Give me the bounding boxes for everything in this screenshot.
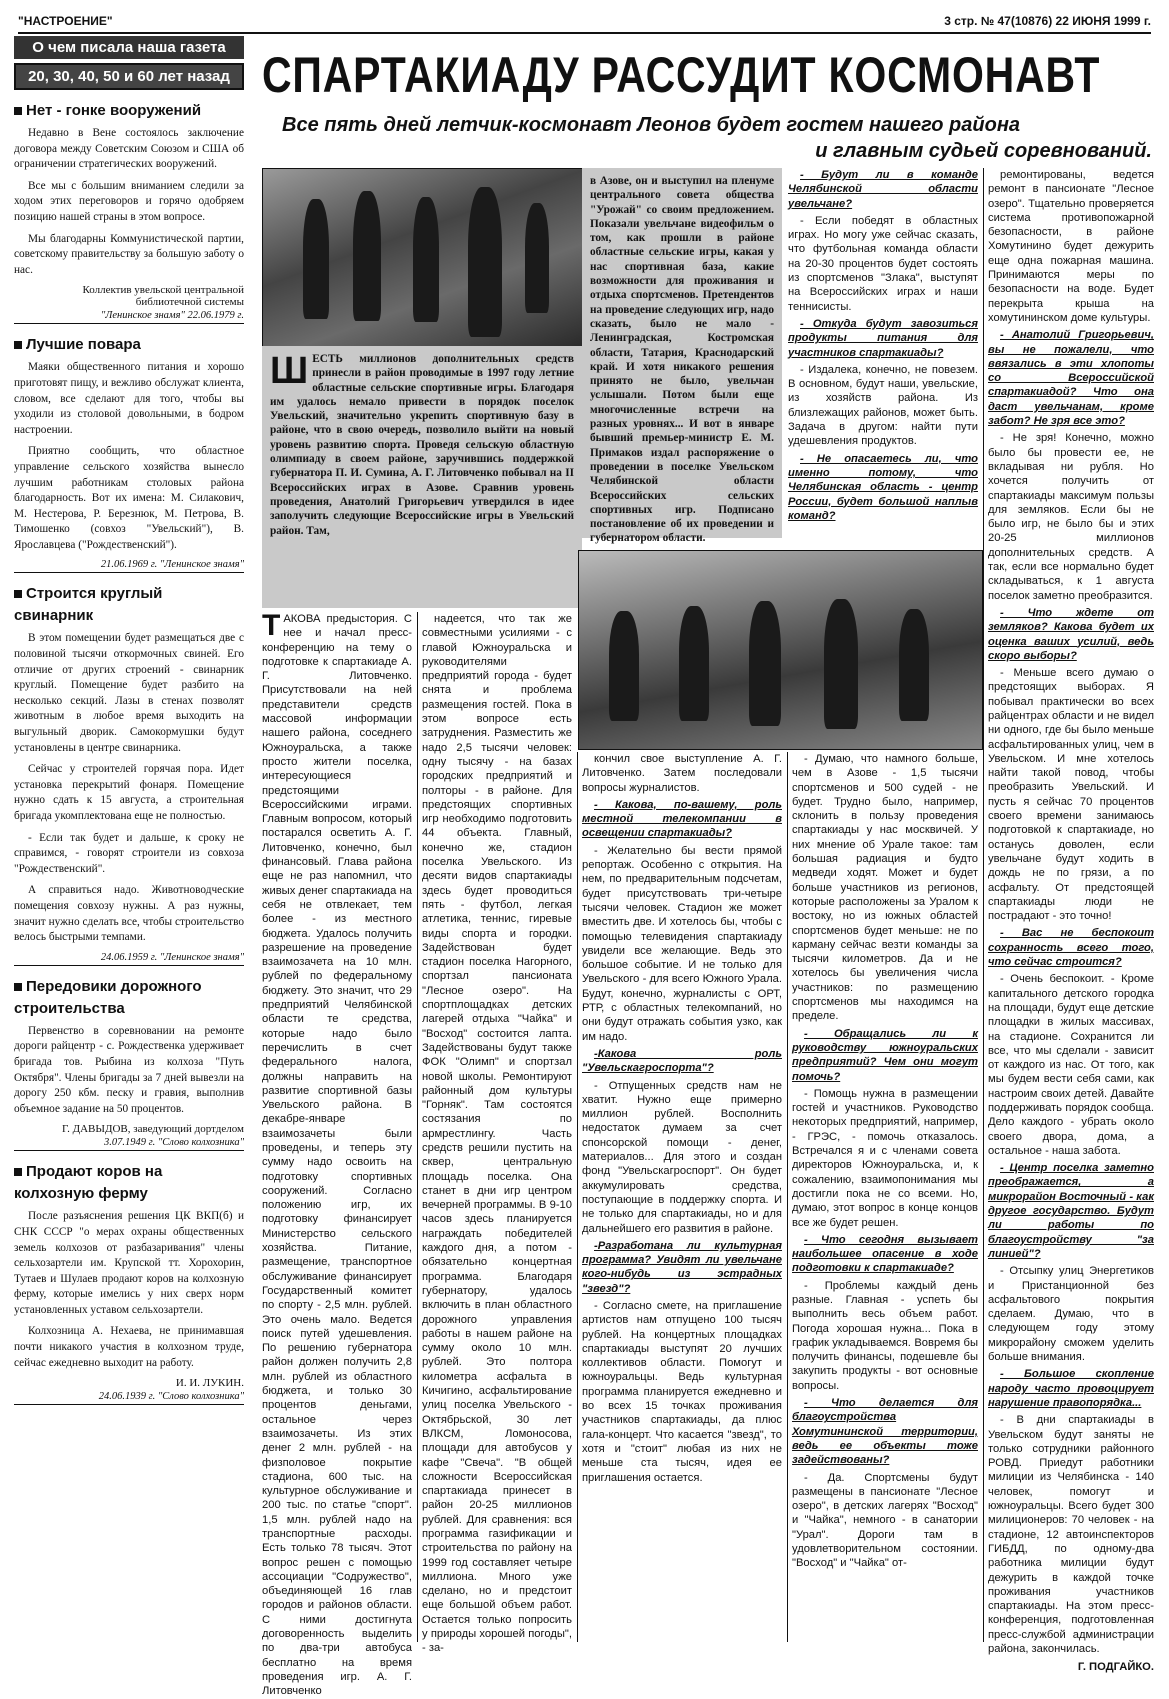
interview-question: - Что ждете от земляков? Какова будет их оценка ваших усилий, ведь скоро выборы? (988, 606, 1154, 662)
square-bullet-icon (14, 107, 22, 115)
article-column-1 (262, 609, 412, 1698)
interview-answer: - Да. Спортсмены будут размещены в пансионате "Лесное озеро", в детских лагерях "Восход" и "Чайка", немного - в санатории "Урал". Дороги там в удовлетворительном состоянии. "Восход" и "Чайка" от- (792, 1471, 978, 1570)
sidebar-item-source: 24.06.1959 г. "Ленинское знамя" (14, 952, 244, 966)
sidebar-item-heading (14, 583, 244, 627)
interview-answer: - Если победят в областных играх. Но могу уже сейчас сказать, что футбольная команда области на 20-30 процентов будет состоять из спортсменов "Злака", выступят на Всероссийских играх и наши теннисисты. (788, 214, 978, 313)
col3-text: кончил свое выступление А. Г. Литовченко. Затем последовали вопросы журналистов. (582, 753, 782, 794)
col4-text: - Думаю, что намного больше, чем в Азове - 1,5 тысячи спортсменов и 500 судей - не будет. Трудно было, например, склонить в пользу проведения спартакиады у нас москвичей. У них мнение об Урале такое: там большая радиация и будто медведи ходят. Может и будет больше участников из регионов, которые расположены за Уралом к востоку, но из южных областей спортсменов будет меньше: не по карману сейчас везти команды за тысячи километров. Да и не хотелось бы увеличения числа участников: по размещению спортсменов мы находимся на пределе. (792, 753, 978, 1023)
interview-question: - Анатолий Григорьевич, вы не пожалели, что ввязались в эти хлопоты со Всероссийской спартакиадой? Что она даст увельчанам, кроме забот? Не зря все это? (988, 329, 1154, 428)
col4-qa-list (792, 1027, 978, 1571)
intro-dropcap: Ш (270, 350, 309, 392)
col2-text: надеется, что так же совместными усилиями - с главой Южноуральска и руководителями предприятий города - будет снята и проблема размещения гостей. Пока в этом вопросе есть затруднения. Разместить же надо 2,5 тысячи человек: одну тысячу - на базах городских предприятий и полторы - в районе. Для предстоящих спортивных игр необходимо подготовить 44 объекта. Главный, конечно же, стадион поселка Увельского. Из десяти видов спартакиады здесь будет проводиться пять - футбол, легкая атлетика, теннис, гиревые виды спорта и городки. Задействован будет стадион поселка Нагорного, спортзал пансионата "Лесное озеро". На спортплощадках детских лагерей отдыха "Чайка" и "Восход" состоится лапта. Задействованы будут также ФОК "Олимп" и спортзал новой школы. Ремонтируют районный дом культуры "Горняк". Там состоятся состязания по армрестлингу. Часть средств решили пустить на сквер, центральную площадь поселка. Она станет в дни игр центром вечерней программы. В 9-10 часов здесь планируется награждать победителей каждого дня, а потом - обязательно концертная программа. Благодаря губернатору, удалось включить в план областного дорожного управления работы в нашем районе на сумму около 10 млн. рублей. Это полтора километра асфальта в Кичигино, асфальтирование улиц поселка Увельского - Октябрьской, 30 лет ВЛКСМ, Ломоносова, площади для автобусов у кафе "Свеча". "В общей сложности Всероссийская спартакиада принесет в район 20-25 миллионов рублей. Для сравнения: вся программа газификации и строительства по району на 1999 год составляет четыре миллиона. Много уже сделано, но и предстоит еще большой объем работ. Остается только попросить у природы хорошей погоды", - за- (422, 613, 572, 1655)
square-bullet-icon (14, 341, 22, 349)
intro-paragraph: ШЕСТЬ миллионов дополнительных средств принесли в район проводимые в 1997 году летние областные сельские спортивные игры. Благодаря им удалось немало привести в порядок поселок Увельский, значительно укрепить спортивную базу в районе, что в свою очередь, позволило выйти на новый уровень развитию спорта. Проведя сельскую областную олимпиаду в своем районе, заручившись поддержкой губернатора П. И. Сумина, А. Г. Литовченко побывал на II Всероссийских играх в Азове. Сравнив уровень проведения, Анатолий Григорьевич утвердился в идее заполучить следующие Всероссийские игры в Увельский район. Там, (270, 350, 574, 537)
sidebar-item-signature: Коллектив увельской центральной библиотечной системы (82, 284, 244, 309)
newspaper-name: "НАСТРОЕНИЕ" (18, 14, 113, 28)
sidebar-band-years: 20, 30, 40, 50 и 60 лет назад (14, 63, 244, 90)
col6-text: ремонтированы, ведется ремонт в пансионате "Лесное озеро". Тщательно проверяется система противопожарной безопасности, в районе Хомутинино будет дежурить еще одна пожарная машина. Принимаются меры по безопасности на воде. Будет перекрыта крыша на хомутининском доме культуры. (988, 169, 1154, 324)
interview-answer: - Проблемы каждый день разные. Главная - успеть бы выполнить весь объем работ. Погода хорошая нужна... Пока в график укладываемся. Вовремя бы получить финансы, подешевле бы закупить продукты - вот основные вопросы. (792, 1279, 978, 1392)
article-column-3 (582, 752, 782, 1642)
sidebar-item-title: Продают коров на колхозную ферму (14, 1163, 163, 1203)
sidebar-item-paragraph: Сейчас у строителей горячая пора. Идет установка перекрытий фонаря. Помещение нужно сдать к 15 августа, а строительная бригада укомплектована еще не полностью. (14, 763, 244, 822)
sidebar-item-paragraph: Мы благодарны Коммунистической партии, советскому правительству за большую заботу о нас. (14, 232, 244, 276)
interview-answer: - Отсыпку улиц Энергетиков и Пристанционной без асфальтового покрытия сделаем. Думаю, что в следующем году этому микрорайону сможем уделить больше внимания. (988, 1265, 1154, 1364)
article-subtitle (262, 112, 1152, 164)
interview-question: - Не опасаетесь ли, что именно потому, что Челябинская область - центр России, будет большой наплыв команд? (788, 452, 978, 522)
interview-answer: - Очень беспокоит. - Кроме капитального детского городка на площади, будут еще детские площадки в жилых массивах, на стадионе. Сохранится ли все, что мы сделали - зависит от каждого из нас. От того, как мы будем вести себя сами, как настроим своих детей. Давайте поддерживать порядок сообща. Дело каждого - убрать около своего двора, дома, а остальное - наша забота. (988, 973, 1154, 1157)
interview-question: - Что сегодня вызывает наибольшее опасение в ходе подготовки к спартакиаде? (792, 1233, 978, 1275)
interview-question: - Будут ли в команде Челябинской области увельчане? (788, 169, 978, 210)
sidebar-item-signature: И. И. ЛУКИН. (175, 1377, 244, 1390)
intro-box (262, 346, 582, 608)
interview-question: - Вас не беспокоит сохранность всего того, что сейчас строится? (988, 927, 1154, 969)
intro-right-paragraph: в Азове, он и выступил на пленуме центрального совета общества "Урожай" со своим предложением. Показали увельчане видеофильм о том, как прошли в районе областные сельские игры, какая у нас спортивная база, какие возможности для проживания и отдыха спортсменов. Претендентов на проведение следующих игр, надо сказать, было не мало - Ленинградская, Костромская области, Татария, Краснодарский край. И хотя никакого решения принято не было, увельчан услышали. Потом были еще многочисленные встречи на разных уровнях... И вот в январе бывший премьер-министр Е. М. Примаков издал распоряжение о проведении в поселке Увельском Челябинской области Всероссийских сельских спортивных игр. Подписано постановление об их проведении и губернатором области. (590, 175, 774, 545)
sidebar-item-paragraph: Недавно в Вене состоялось заключение договора между Советским Союзом и США об ограничении стратегических вооружений. (14, 127, 244, 171)
square-bullet-icon (14, 983, 22, 991)
sidebar-item-source: 21.06.1969 г. "Ленинское знамя" (14, 559, 244, 573)
article-column-5 (788, 168, 978, 546)
sidebar-item-title: Нет - гонке вооружений (26, 102, 202, 119)
sidebar-item-paragraph: Приятно сообщить, что областное управление сельского хозяйства вынесло лучшим работникам столовых района благодарность. Вот их имена: М. Силакович, М. Нестерова, Р. Березнюк, М. Петрова, В. Тимошенко (совхоз "Увельский"), В. Ярославцева ("Рождественский"). (14, 445, 244, 551)
sidebar-item-paragraph: - Если так будет и дальше, к сроку не справимся, - говорят строители из совхоза "Рождественский". (14, 831, 244, 875)
column-rule (787, 752, 788, 1642)
sidebar-items (14, 100, 244, 1405)
sidebar-item-paragraph: А справиться надо. Животноводческие помещения совхозу нужны. А раз нужны, значит нужно сделать все, чтобы строительство велось быстрыми темпами. (14, 884, 244, 944)
interview-answer: - Отпущенных средств нам не хватит. Нужно еще примерно миллион рублей. Восполнить недостаток думаем за счет спонсорской помощи - денег, материалов... Для этого и создан фонд "Увельскагроспорт". Он будет аккумулировать средства, поступающие в поддержку спорта. И не только для спартакиады, но и для дальнейшего его развития в районе. (582, 1079, 782, 1235)
interview-answer: - Издалека, конечно, не повезем. В основном, будут наши, увельские, из хозяйств района. Из близлежащих районов, может быть. Задача в другом: найти пути удешевления продуктов. (788, 363, 978, 448)
sidebar-item-paragraph: Маяки общественного питания и хорошо приготовят пищу, и вежливо обслужат клиента, словом, все сделают для того, чтобы вы уходили из столовой довольными, в бодром настроении. (14, 361, 244, 436)
sidebar-item-paragraph: Колхозница А. Нехаева, не принимавшая почти никакого участия в колхозном труде, сейчас ежедневно выходит на работу. (14, 1325, 244, 1369)
interview-answer: - Помощь нужна в размещении гостей и участников. Руководство некоторых предприятий, например, - ГРЭС, - помочь отказалось. Встречался я и с членами совета директоров Южноуральска, и, к сожалению, взаимопонимания мы достигли пока не со всеми. Но, думаю, этот вопрос в конце концов все же будет решен. (792, 1087, 978, 1229)
article-column-6 (988, 168, 1154, 1674)
sidebar-item-source: 24.06.1939 г. "Слово колхозника" (14, 1391, 244, 1405)
sidebar-item-signature: Г. ДАВЫДОВ, заведующий дортделом (61, 1123, 244, 1136)
article-column-4 (792, 752, 978, 1642)
column-rule (983, 168, 984, 1642)
column-rule (577, 752, 578, 1642)
interview-answer: - Согласно смете, на приглашение артистов нам отпущено 100 тысяч рублей. На концертных площадках спартакиады выступят 20 лучших коллективов области. Помогут и южноуральцы. Ведь культурная программа планируется ежедневно и во всех 15 точках проживания участников спартакиады, да плюс гала-концерт. Что касается "звезд", то хотя и "стоит" любая из них не меньше ста тысяч, идея ее приглашения остается. (582, 1299, 782, 1484)
col3-qa-list (582, 798, 782, 1485)
interview-question: -Разработана ли культурная программа? Увидят ли увельчане кого-нибудь из эстрадных "звезд"? (582, 1239, 782, 1295)
column-rule (417, 612, 418, 1642)
interview-answer: - Желательно бы вести прямой репортаж. Особенно с открытия. На нем, по предварительным подсчетам, будет присутствовать три-четыре тысячи человек. Стадион же может вместить две. И хотелось бы, чтобы с помощью телевидения спартакиаду увидели все желающие. Ведь это большое событие. И не только для Увельского - для всего Южного Урала. Будут, конечно, журналисты с ОРТ, РТР, с областных телекомпаний, но они будут отражать события узко, как им надо. (582, 844, 782, 1043)
intro-box-right (582, 168, 782, 545)
sidebar-item-title: Строится круглый свинарник (14, 585, 163, 625)
sidebar-item-title: Лучшие повара (26, 336, 141, 354)
sidebar-item-paragraph: Все мы с большим вниманием следили за ходом этих переговоров и горячо одобряем позицию нашей страны в этом вопросе. (14, 179, 244, 223)
interview-question: - Какова, по-вашему, роль местной телекомпании в освещении спартакиады? (582, 798, 782, 840)
interview-question: - Откуда будут завозиться продукты питания для участников спартакиады? (788, 317, 978, 359)
sidebar-item-paragraph: В этом помещении будет размещаться две с половиной тысячи откормочных свиней. Его отличие от других строений - свинарник круглый. Помещение будет разбито на несколько секций. Лазы в стенах позволят животным в любое время выходить на выгульный дворик. Самокормушки будут установлены в центре свинарника. (14, 632, 244, 754)
interview-question: - Центр поселка заметно преображается, а микрорайон Восточный - как другое государство. Будут ли работы по благоустройству "за линией"? (988, 1162, 1154, 1260)
sidebar-item-paragraph: Первенство в соревновании на ремонте дороги райцентр - с. Рождественка удерживает бригада тов. Рыбина из колхоза "Путь Октября". Члены бригады за 7 дней вывезли на дорогу 250 кбм. песку и гравия, выполнив объемное задание на 50 процентов. (14, 1024, 244, 1115)
sidebar-band-title: О чем писала наша газета (14, 36, 244, 59)
sidebar-item-heading (14, 1161, 244, 1205)
interview-answer: - В дни спартакиады в Увельском будут заняты не только сотрудники районного РОВД. Приедут работники милиции из Челябинска - 140 человек, помогут и южноуральцы. Всего будет 300 милиционеров: 70 человек - на стадионе, 12 автоинспекторов ГИБДД, по одному-два работника милиции будут дежурить в каждой точке проживания участников спартакиады. На этом пресс-конференция, подготовленная пресс-службой администрации района, закончилась. (988, 1414, 1154, 1655)
interview-question: -Какова роль "Увельскагроспорта"? (582, 1047, 782, 1075)
sidebar-item-source: "Ленинское знамя" 22.06.1979 г. (14, 310, 244, 324)
issue-info: 3 стр. № 47(10876) 22 ИЮНЯ 1999 г. (944, 14, 1151, 28)
sidebar-item-heading (14, 334, 244, 356)
sidebar-item-heading (14, 976, 244, 1020)
sidebar-item-source: 3.07.1949 г. "Слово колхозника" (14, 1137, 244, 1151)
subtitle-line-2: и главным судьей соревнований. (815, 140, 1152, 162)
sidebar-item-title: Передовики дорожного строительства (14, 977, 202, 1017)
square-bullet-icon (14, 1168, 22, 1176)
square-bullet-icon (14, 590, 22, 598)
article-title: СПАРТАКИАДУ РАССУДИТ КОСМОНАВТ (262, 47, 1101, 103)
col6-qa-list (988, 328, 1154, 1656)
photo-runners (578, 550, 983, 750)
article-column-2 (422, 612, 572, 1655)
photo-cheerleaders (262, 168, 584, 348)
subtitle-line-1: Все пять дней летчик-космонавт Леонов будет гостем нашего района (282, 114, 1021, 136)
interview-answer: - Не зря! Конечно, можно было бы провести ее, не вкладывая ни рубля. Но хочется получить от спартакиады максимум пользы для земляков. Если бы не было игр, не было бы и этих 20-25 миллионов дополнительных средств. А так, если все нормально будет складываться, к 1 августа поселок заметно преобразится. (988, 432, 1154, 602)
sidebar-item-paragraph: После разъяснения решения ЦК ВКП(б) и СНК СССР "о мерах охраны общественных земель колхозов от разбазаривания" члены сельхозартели им. Крупской тт. Хорохорин, Тутаев и Шулаев продают коров на колхозную ферму, которые имелись у них сверх норм установленных уставом сельхозартели. (14, 1210, 244, 1316)
interview-question: - Обращались ли к руководству южноуральских предприятий? Чем они могут помочь? (792, 1027, 978, 1083)
interview-answer: - Меньше всего думаю о предстоящих выборах. Я побывал практически во всех райцентрах области и не видел ни одного, где бы было меньше асфальтированных улиц, чем в Увельском. И мне хотелось найти такой повод, чтобы преобразить Увельский. И пусть я сейчас 70 процентов своего времени занимаюсь подготовкой к спартакиаде, но останусь доволен, если увельчане будут ходить в дождь не по грязи, а по асфальту. От предстоящей спартакиады люди не пострадают - это точно! (988, 667, 1154, 923)
page-header (18, 12, 1151, 34)
history-sidebar (14, 36, 244, 1642)
col1-dropcap: Т (262, 609, 281, 642)
col5-qa-list (788, 168, 978, 523)
interview-question: - Что делается для благоустройства Хомутининской территории, ведь ее объекты тоже задействованы? (792, 1397, 978, 1467)
byline: Г. ПОДГАЙКО. (1077, 1661, 1154, 1674)
sidebar-item-heading (14, 100, 244, 122)
interview-question: - Большое скопление народу часто провоцирует нарушение правопорядка... (988, 1368, 1154, 1409)
col1-text: ТАКОВА предыстория. С нее и начал пресс-конференцию на тему о подготовке к спартакиаде А. Г. Литовченко. Присутствовали на ней представители средств массовой информации нашего района, соседнего Южноуральска, а также просто жители поселка, интересующиеся предстоящими Всероссийскими играми. Главным вопросом, который постарался осветить А. Г. Литовченко, конечно, был финансовый. Глава района еще не раз напомнил, что живых денег спартакиада на себя не отвлекает, тем более - из местного бюджета. Удалось получить разрешение на проведение взаимозачета на 10 млн. рублей по федеральному бюджету. Это значит, что 29 предприятий Челябинской области те средства, которые надо было перечислить в счет федерального налога, должны направить на развитие спортивной базы Увельского района. В декабре-январе взаимозачеты были проведены, и теперь эту сумму надо освоить на подготовку спортивных сооружений. Согласно положению игр, их подготовку финансирует Министерство сельского хозяйства. Питание, размещение, транспортное обслуживание финансирует Государственный комитет по спорту - 2,5 млн. рублей. Это очень мало. Ведется поиск путей удешевления. По решению губернатора район должен получить 2,8 млн. рублей из областного бюджета, и только 30 процентов деньгами, остальное через взаимозачеты. Из этих денег 2 млн. рублей - на физполовое покрытие стадиона, 600 тыс. на культурное обслуживание и 200 тыс. по статье "спорт". 1,5 млн. рублей надо на транспортные расходы. Есть только 78 тысяч. Этот вопрос решен с помощью ассоциации "Содружество", объединяющей 16 глав городов и районов области. С ними достигнута договоренность выделить по два-три автобуса бесплатно на время проведения игр. А. Г. Литовченко (262, 609, 412, 1698)
